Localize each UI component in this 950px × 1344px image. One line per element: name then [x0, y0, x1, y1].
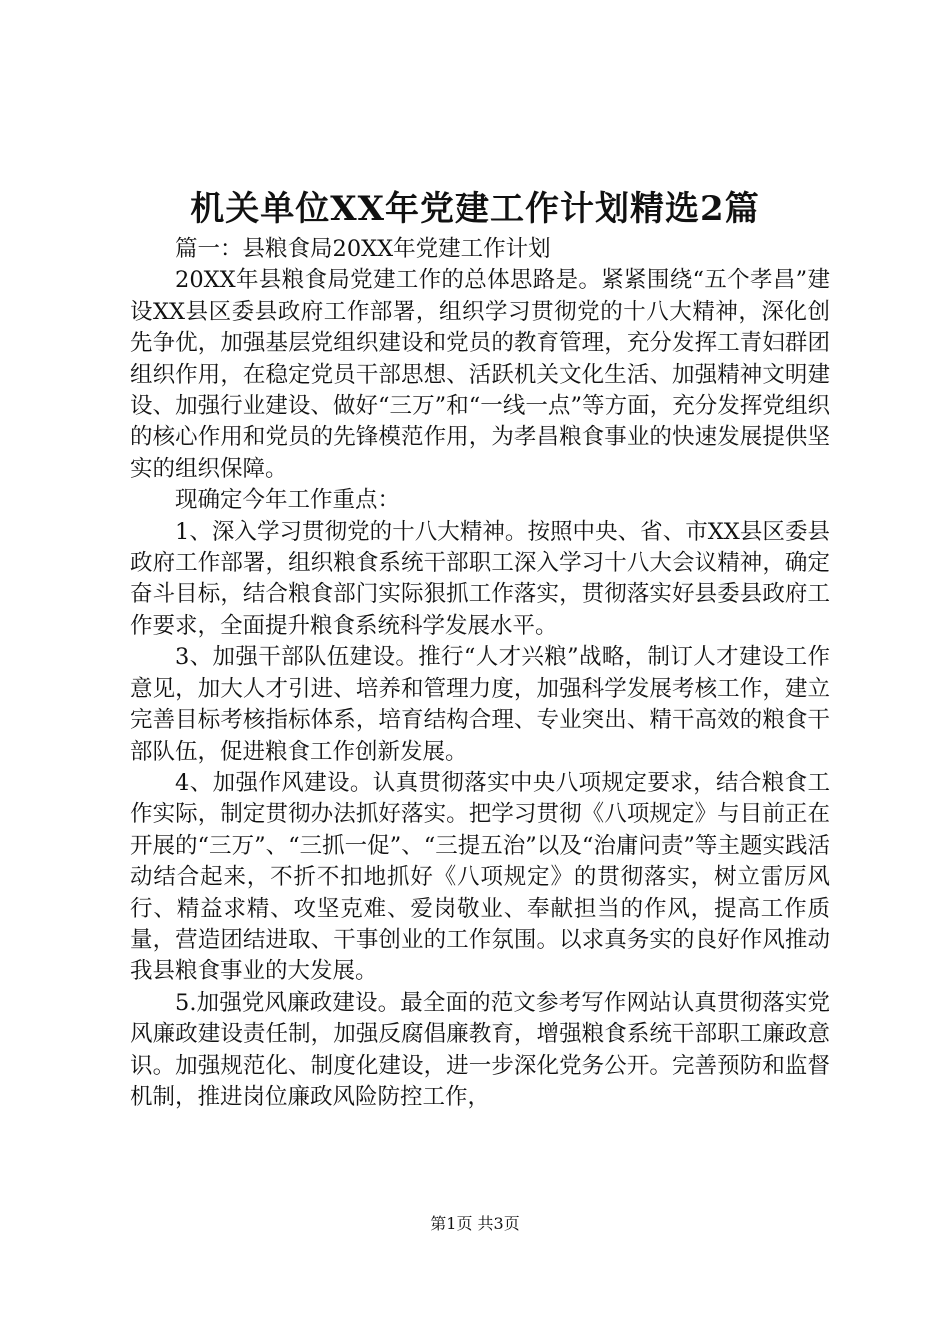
paragraph-key-points-intro: 现确定今年工作重点：	[175, 487, 401, 514]
page-number-footer: 第1页 共3页	[430, 1214, 520, 1233]
document-body	[130, 234, 830, 1113]
section-heading: 篇一：县粮食局20XX年党建工作计划	[175, 236, 551, 262]
paragraph-overview: 20XX年县粮食局党建工作的总体思路是。紧紧围绕“五个孝昌”建设XX县区委县政府工作部署，组织学习贯彻党的十八大精神，深化创先争优，加强基层党组织建设和党员的教育管理，充分发挥工青妇群团组织作用，在稳定党员干部思想、活跃机关文化生活、加强精神文明建设、加强行业建设、做好“三万”和“一线一点”等方面，充分发挥党组织的核心作用和党员的先锋模范作用，为孝昌粮食事业的快速发展提供坚实的组织保障。	[130, 267, 830, 482]
paragraph-item-4: 4、加强作风建设。认真贯彻落实中央八项规定要求，结合粮食工作实际，制定贯彻办法抓好落实。把学习贯彻《八项规定》与目前正在开展的“三万”、“三抓一促”、“三提五治”以及“治庸问责”等主题实践活动结合起来，不折不扣地抓好《八项规定》的贯彻落实，树立雷厉风行、精益求精、攻坚克难、爱岗敬业、奉献担当的作风，提高工作质量，营造团结进取、干事创业的工作氛围。以求真务实的良好作风推动我县粮食事业的大发展。	[130, 769, 830, 985]
paragraph-item-3: 3、加强干部队伍建设。推行“人才兴粮”战略，制订人才建设工作意见，加大人才引进、培养和管理力度，加强科学发展考核工作，建立完善目标考核指标体系，培育结构合理、专业突出、精干高效的粮食干部队伍，促进粮食工作创新发展。	[130, 644, 830, 765]
paragraph-item-5: 5.加强党风廉政建设。最全面的范文参考写作网站认真贯彻落实党风廉政建设责任制，加强反腐倡廉教育，增强粮食系统干部职工廉政意识。加强规范化、制度化建设，进一步深化党务公开。完善预防和监督机制，推进岗位廉政风险防控工作，	[130, 989, 830, 1110]
document-title: 机关单位XX年党建工作计划精选2篇	[190, 189, 760, 229]
paragraph-item-1: 1、深入学习贯彻党的十八大精神。按照中央、省、市XX县区委县政府工作部署，组织粮食系统干部职工深入学习十八大会议精神，确定奋斗目标，结合粮食部门实际狠抓工作落实，贯彻落实好县委县政府工作要求，全面提升粮食系统科学发展水平。	[130, 518, 830, 639]
